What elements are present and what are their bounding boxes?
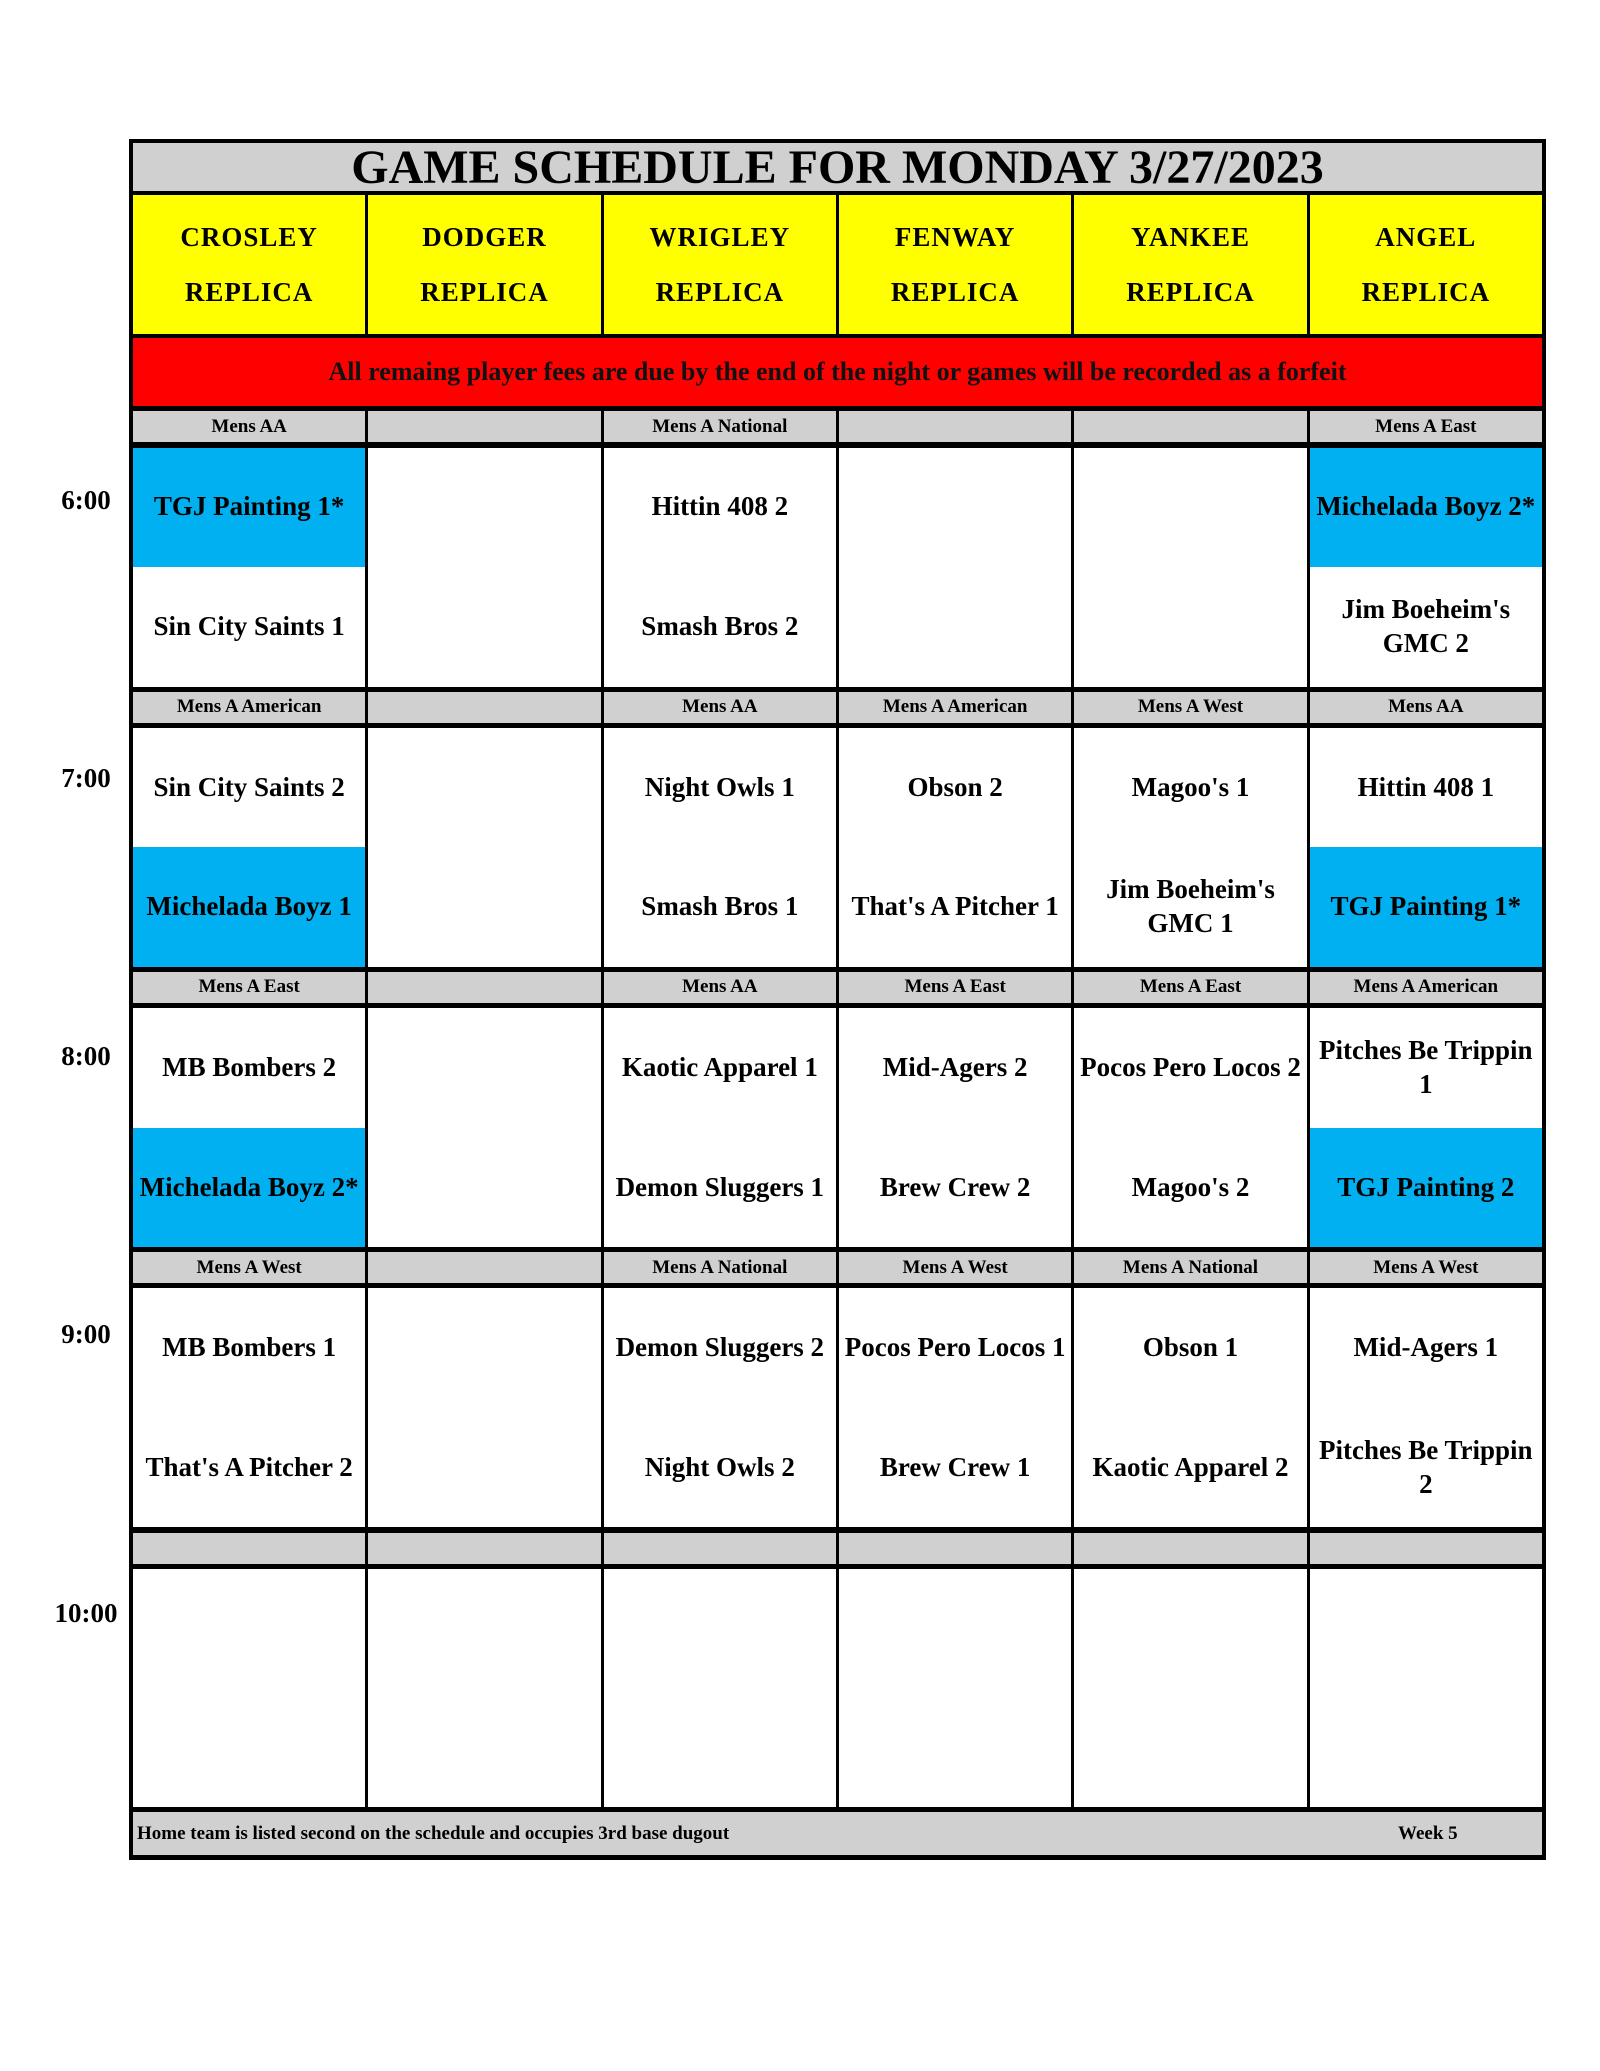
division-label-empty bbox=[368, 1533, 600, 1568]
game-cell bbox=[1310, 448, 1542, 691]
division-label: Mens AA bbox=[604, 972, 836, 1007]
division-label: Mens A East bbox=[839, 972, 1071, 1007]
away-team: Hittin 408 1 bbox=[1357, 771, 1495, 802]
away-team: Michelada Boyz 2* bbox=[1310, 448, 1542, 568]
division-label-empty bbox=[839, 1533, 1071, 1568]
game-cell bbox=[133, 1288, 365, 1531]
division-label: Mens A National bbox=[1074, 1252, 1306, 1287]
game-cell bbox=[604, 1008, 836, 1251]
division-label bbox=[1074, 411, 1306, 446]
home-team: Smash Bros 1 bbox=[641, 891, 799, 922]
time-label-700: 7:00 bbox=[61, 763, 111, 793]
field-header-angel: ANGEL REPLICA bbox=[1310, 195, 1542, 337]
game-cell bbox=[1310, 1288, 1542, 1531]
game-cell-empty bbox=[839, 448, 1071, 691]
division-label-empty bbox=[133, 1533, 365, 1568]
game-cell bbox=[604, 1288, 836, 1531]
home-team: That's A Pitcher 2 bbox=[145, 1451, 353, 1482]
field-header-dodger: DODGER REPLICA bbox=[368, 195, 600, 337]
home-team: Jim Boeheim's GMC 2 bbox=[1341, 594, 1511, 658]
division-label: Mens A National bbox=[604, 1252, 836, 1287]
home-team: Sin City Saints 1 bbox=[153, 610, 345, 641]
home-team: Smash Bros 2 bbox=[641, 610, 799, 641]
game-cell-empty bbox=[368, 1288, 600, 1531]
away-team: Kaotic Apparel 1 bbox=[621, 1052, 818, 1082]
home-team: Michelada Boyz 2* bbox=[133, 1128, 365, 1248]
game-cell-empty bbox=[839, 1569, 1071, 1807]
game-cell bbox=[133, 1008, 365, 1251]
fees-notice-banner: All remaing player fees are due by the end of the night or games will be recorded as a forfeit bbox=[133, 338, 1542, 410]
time-label-600: 6:00 bbox=[61, 485, 111, 515]
game-cell bbox=[133, 728, 365, 971]
away-team: Mid-Agers 1 bbox=[1353, 1332, 1499, 1363]
home-team: Brew Crew 1 bbox=[879, 1451, 1031, 1482]
game-cell-empty bbox=[368, 728, 600, 971]
division-label: Mens AA bbox=[604, 692, 836, 727]
home-team: Demon Sluggers 1 bbox=[615, 1171, 825, 1202]
game-cell bbox=[1310, 1008, 1542, 1251]
division-label bbox=[368, 411, 600, 446]
game-cell-empty bbox=[1074, 448, 1306, 691]
division-label: Mens A American bbox=[133, 692, 365, 727]
game-cell bbox=[133, 448, 365, 691]
away-team: Obson 1 bbox=[1142, 1332, 1239, 1363]
division-label: Mens AA bbox=[1310, 692, 1542, 727]
time-label-800: 8:00 bbox=[61, 1041, 111, 1071]
division-label-empty bbox=[1310, 1533, 1542, 1568]
game-cell bbox=[604, 728, 836, 971]
away-team: TGJ Painting 1* bbox=[133, 448, 365, 568]
game-cell-empty bbox=[368, 1008, 600, 1251]
away-team: Pitches Be Trippin 1 bbox=[1319, 1035, 1533, 1099]
away-team: Pocos Pero Locos 1 bbox=[844, 1332, 1066, 1363]
time-label-900: 9:00 bbox=[61, 1319, 111, 1349]
game-cell bbox=[1074, 728, 1306, 971]
division-label: Mens A East bbox=[133, 972, 365, 1007]
division-label: Mens A American bbox=[1310, 972, 1542, 1007]
game-cell bbox=[1310, 728, 1542, 971]
game-cell-empty bbox=[368, 1569, 600, 1807]
field-header-wrigley: WRIGLEY REPLICA bbox=[604, 195, 836, 337]
game-cell bbox=[839, 1288, 1071, 1531]
division-label: Mens A National bbox=[604, 411, 836, 446]
home-team: Jim Boeheim's GMC 1 bbox=[1106, 874, 1275, 939]
game-cell-empty bbox=[1310, 1569, 1542, 1807]
away-team: Hittin 408 2 bbox=[651, 491, 789, 522]
away-team: Sin City Saints 2 bbox=[153, 771, 345, 802]
game-cell bbox=[839, 728, 1071, 971]
game-cell-empty bbox=[368, 448, 600, 691]
division-label: Mens A West bbox=[1074, 692, 1306, 727]
division-label bbox=[839, 411, 1071, 446]
home-team-note: Home team is listed second on the schedule and occupies 3rd base dugout bbox=[137, 1822, 730, 1844]
home-team: Pitches Be Trippin 2 bbox=[1319, 1434, 1533, 1499]
week-label: Week 5 bbox=[1398, 1822, 1458, 1844]
division-label: Mens A East bbox=[1310, 411, 1542, 446]
game-cell-empty bbox=[1074, 1569, 1306, 1807]
division-label-empty bbox=[604, 1533, 836, 1568]
away-team: Demon Sluggers 2 bbox=[615, 1332, 825, 1363]
home-team: Magoo's 2 bbox=[1131, 1171, 1250, 1202]
away-team: Obson 2 bbox=[907, 771, 1003, 802]
away-team: Magoo's 1 bbox=[1131, 771, 1250, 802]
schedule-table bbox=[129, 139, 1546, 1860]
home-team: Brew Crew 2 bbox=[879, 1171, 1031, 1202]
division-label bbox=[368, 972, 600, 1007]
schedule-title: GAME SCHEDULE FOR MONDAY 3/27/2023 bbox=[133, 143, 1542, 194]
away-team: MB Bombers 2 bbox=[162, 1052, 337, 1082]
away-team: MB Bombers 1 bbox=[162, 1332, 337, 1363]
home-team: Night Owls 2 bbox=[644, 1451, 795, 1482]
away-team: Mid-Agers 2 bbox=[882, 1052, 1028, 1082]
division-label-empty bbox=[1074, 1533, 1306, 1568]
division-label: Mens A American bbox=[839, 692, 1071, 727]
game-cell bbox=[839, 1008, 1071, 1251]
division-label: Mens A West bbox=[133, 1252, 365, 1287]
division-label: Mens A West bbox=[1310, 1252, 1542, 1287]
game-cell bbox=[1074, 1288, 1306, 1531]
home-team: That's A Pitcher 1 bbox=[851, 891, 1059, 922]
away-team: Night Owls 1 bbox=[644, 771, 795, 802]
home-team: Michelada Boyz 1 bbox=[133, 847, 365, 967]
game-cell bbox=[604, 448, 836, 691]
time-label-1000: 10:00 bbox=[54, 1598, 118, 1628]
game-cell bbox=[1074, 1008, 1306, 1251]
game-cell-empty bbox=[133, 1569, 365, 1807]
division-label bbox=[368, 1252, 600, 1287]
away-team: Pocos Pero Locos 2 bbox=[1080, 1052, 1301, 1082]
home-team: Kaotic Apparel 2 bbox=[1092, 1451, 1289, 1482]
game-cell-empty bbox=[604, 1569, 836, 1807]
footer-bar bbox=[133, 1808, 1542, 1855]
field-header-yankee: YANKEE REPLICA bbox=[1074, 195, 1306, 337]
home-team: TGJ Painting 2 bbox=[1310, 1128, 1542, 1248]
division-label bbox=[368, 692, 600, 727]
field-header-fenway: FENWAY REPLICA bbox=[839, 195, 1071, 337]
field-header-crosley: CROSLEY REPLICA bbox=[133, 195, 365, 337]
division-label: Mens A East bbox=[1074, 972, 1306, 1007]
division-label: Mens AA bbox=[133, 411, 365, 446]
division-label: Mens A West bbox=[839, 1252, 1071, 1287]
home-team: TGJ Painting 1* bbox=[1310, 847, 1542, 967]
